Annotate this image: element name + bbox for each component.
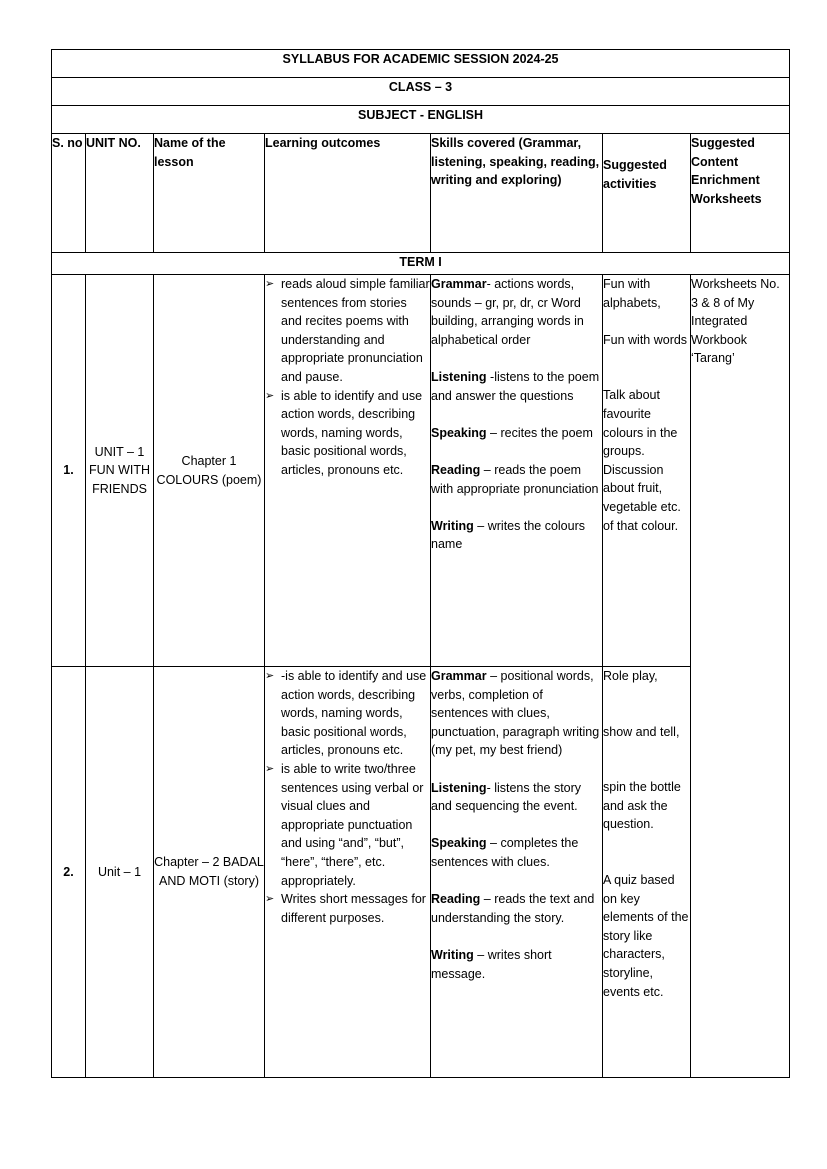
activity-item: Fun with alphabets, (603, 277, 661, 310)
skill-reading: Reading – reads the text and understanding the story. (431, 892, 595, 925)
skill-listening: Listening -listens to the poem and answer the questions (431, 369, 600, 403)
row-skills (431, 667, 603, 1078)
row-outcomes (265, 667, 431, 1078)
outcome-item: ➢ is able to identify and use action words, describing words, naming words, basic positional words, articles, pronouns etc. (265, 388, 423, 477)
header-skills: Skills covered (Grammar, listening, speaking, reading, writing and exploring) (431, 134, 603, 253)
activity-item: Talk about favourite colours in the groups. Discussion about fruit, vegetable etc. of that colour. (603, 388, 681, 533)
header-row (52, 134, 790, 253)
arrowhead-bullet-icon: ➢ (265, 670, 275, 682)
class-label: CLASS – 3 (52, 78, 790, 106)
skill-grammar: Grammar- actions words, sounds – gr, pr, dr, cr Word building, arranging words in alphabetical order (431, 277, 584, 347)
header-worksheets: Suggested Content Enrichment Worksheets (691, 134, 790, 253)
row-worksheets: Worksheets No. 3 & 8 of My Integrated Workbook ‘Tarang’ (691, 275, 790, 1078)
arrowhead-bullet-icon: ➢ (265, 893, 275, 906)
header-unit: UNIT NO. (86, 134, 154, 253)
row-lesson: Chapter 1 COLOURS (poem) (154, 275, 265, 667)
header-sno: S. no (52, 134, 86, 253)
activity-item: Fun with words (603, 332, 688, 347)
header-outcomes: Learning outcomes (265, 134, 431, 253)
term-label: TERM I (52, 253, 790, 275)
syllabus-table (51, 49, 790, 1078)
activity-item: show and tell, (603, 724, 680, 739)
skill-speaking: Speaking – completes the sentences with clues. (431, 836, 579, 869)
row-unit: UNIT – 1 FUN WITH FRIENDS (86, 275, 154, 667)
row-outcomes (265, 275, 431, 667)
document-title: SYLLABUS FOR ACADEMIC SESSION 2024-25 (52, 50, 790, 78)
row-sno: 1. (52, 275, 86, 667)
row-unit: Unit – 1 (86, 667, 154, 1078)
skill-speaking: Speaking – recites the poem (431, 425, 593, 440)
header-activities: Suggested activities (603, 134, 691, 253)
table-row (52, 667, 790, 1078)
outcome-item: ➢ Writes short messages for different purposes. (265, 892, 426, 925)
row-skills (431, 275, 603, 667)
arrowhead-bullet-icon: ➢ (265, 278, 275, 290)
skill-writing: Writing – writes the colours name (431, 518, 585, 552)
activity-item: A quiz based on key elements of the story like characters, storyline, events etc. (603, 872, 689, 999)
activity-item: spin the bottle and ask the question. (603, 780, 681, 832)
skill-reading: Reading – reads the poem with appropriate pronunciation (431, 462, 599, 496)
row-lesson: Chapter – 2 BADAL AND MOTI (story) (154, 667, 265, 1078)
skill-writing: Writing – writes short message. (431, 947, 552, 981)
subject-label: SUBJECT - ENGLISH (52, 106, 790, 134)
row-activities (603, 667, 691, 1078)
activity-item: Role play, (603, 669, 658, 683)
outcome-item: ➢ is able to write two/three sentences using verbal or visual clues and appropriate punctuation and using “and”, “but”, “here”, “there”, etc. appropriately. (265, 761, 424, 888)
outcome-item: ➢ reads aloud simple familiar sentences from stories and recites poems with understanding and appropriate pronunciation and pause. (265, 277, 430, 384)
arrowhead-bullet-icon: ➢ (265, 389, 275, 402)
outcome-item: ➢ -is able to identify and use action words, describing words, naming words, basic positional words, articles, pronouns etc. (265, 669, 427, 758)
table-row (52, 275, 790, 667)
row-activities (603, 275, 691, 667)
skill-grammar: Grammar – positional words, verbs, completion of sentences with clues, punctuation, paragraph writing (my pet, my best friend) (431, 669, 600, 758)
header-lesson: Name of the lesson (154, 134, 265, 253)
row-sno: 2. (52, 667, 86, 1078)
arrowhead-bullet-icon: ➢ (265, 762, 275, 775)
skill-listening: Listening- listens the story and sequencing the event. (431, 780, 582, 814)
